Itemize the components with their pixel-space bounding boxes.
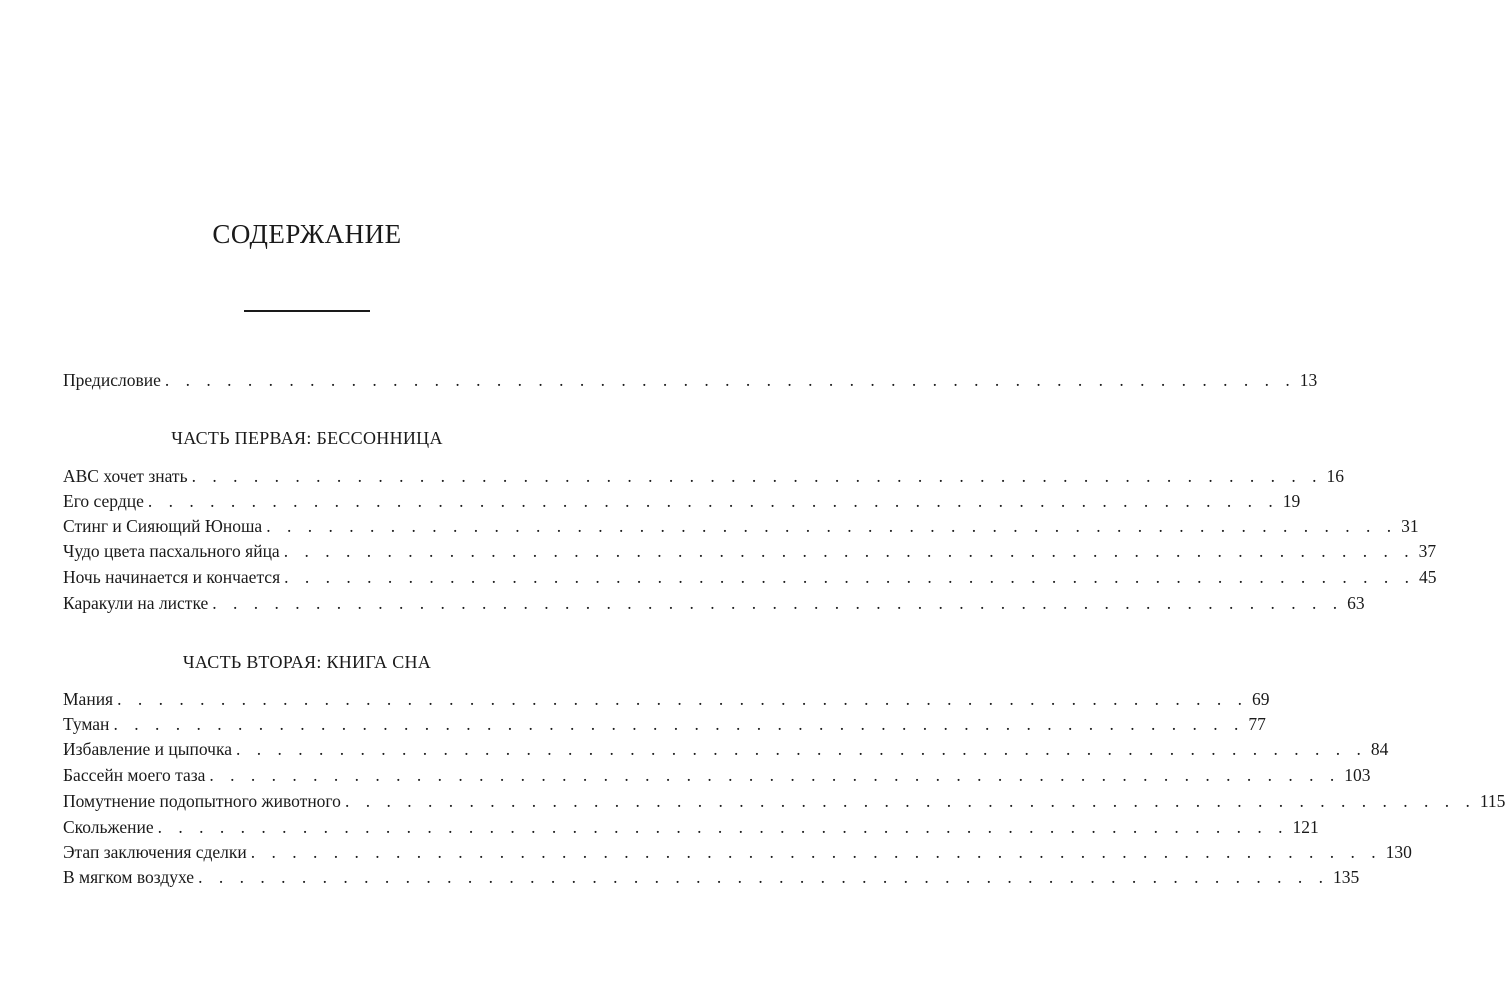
toc-entry-page: 13 bbox=[1299, 370, 1318, 390]
dot-leader: . . . . . . . . . . . . . . . . . . . . . . . . . . . . . . . . . . . . . . . . . . . . . . . . . . . . . . . bbox=[283, 541, 1415, 561]
toc-entry[interactable] bbox=[63, 790, 1505, 812]
toc-entry[interactable] bbox=[63, 566, 1437, 588]
toc-entry[interactable] bbox=[63, 764, 1371, 786]
toc-entry[interactable] bbox=[63, 816, 1319, 838]
toc-entry-page: 77 bbox=[1248, 714, 1266, 734]
toc-entry-label: ABC хочет знать bbox=[63, 466, 188, 486]
toc-entry-page: 115 bbox=[1479, 791, 1505, 811]
dot-leader: . . . . . . . . . . . . . . . . . . . . . . . . . . . . . . . . . . . . . . . . . . . . . . . . . . . . . . . bbox=[198, 867, 1329, 887]
toc-entry[interactable] bbox=[63, 540, 1437, 562]
toc-entry-page: 69 bbox=[1251, 689, 1270, 709]
toc-entry-label: Мания bbox=[63, 689, 114, 709]
toc-entry-label: Скольжение bbox=[63, 817, 154, 837]
toc-entry-page: 121 bbox=[1292, 817, 1319, 837]
toc-entry-label: В мягком воздухе bbox=[63, 867, 195, 887]
toc-entry[interactable] bbox=[63, 515, 1419, 537]
dot-leader: . . . . . . . . . . . . . . . . . . . . . . . . . . . . . . . . . . . . . . . . . . . . . . . . . . . . . . . bbox=[344, 791, 1476, 811]
toc-entry-page: 37 bbox=[1418, 541, 1437, 561]
dot-leader: . . . . . . . . . . . . . . . . . . . . . . . . . . . . . . . . . . . . . . . . . . . . . . . . . . . . . . . bbox=[157, 817, 1289, 837]
dot-leader: . . . . . . . . . . . . . . . . . . . . . . . . . . . . . . . . . . . . . . . . . . . . . . . . . . . . . . . bbox=[113, 714, 1245, 734]
toc-entry-page: 84 bbox=[1370, 739, 1389, 759]
toc-entry-label: Его сердце bbox=[63, 491, 144, 511]
toc-entry-page: 63 bbox=[1347, 593, 1365, 613]
toc-entry[interactable] bbox=[63, 866, 1360, 888]
toc-entry[interactable] bbox=[63, 465, 1344, 487]
toc-entry-label: Туман bbox=[63, 714, 110, 734]
dot-leader: . . . . . . . . . . . . . . . . . . . . . . . . . . . . . . . . . . . . . . . . . . . . . . . . . . . . . . . bbox=[147, 491, 1279, 511]
dot-leader: . . . . . . . . . . . . . . . . . . . . . . . . . . . . . . . . . . . . . . . . . . . . . . . . . . . . . . . bbox=[235, 739, 1367, 759]
toc-entry-label: Чудо цвета пасхального яйца bbox=[63, 541, 280, 561]
dot-leader: . . . . . . . . . . . . . . . . . . . . . . . . . . . . . . . . . . . . . . . . . . . . . . . . . . . . . . . bbox=[209, 765, 1341, 785]
toc-entry-page: 31 bbox=[1401, 516, 1419, 536]
toc-entry-page: 19 bbox=[1282, 491, 1301, 511]
toc-entry-label: Каракули на листке bbox=[63, 593, 209, 613]
page-title: СОДЕРЖАНИЕ bbox=[212, 219, 402, 249]
dot-leader: . . . . . . . . . . . . . . . . . . . . . . . . . . . . . . . . . . . . . . . . . . . . . . . . . . . . . . . bbox=[117, 689, 1248, 709]
toc-entry-page: 45 bbox=[1419, 567, 1437, 587]
dot-leader: . . . . . . . . . . . . . . . . . . . . . . . . . . . . . . . . . . . . . . . . . . . . . . . . . . . . . . . bbox=[212, 593, 1344, 613]
toc-entry-label: Помутнение подопытного животного bbox=[63, 791, 341, 811]
toc-entry-label: Бассейн моего таза bbox=[63, 765, 206, 785]
dot-leader: . . . . . . . . . . . . . . . . . . . . . . . . . . . . . . . . . . . . . . . . . . . . . . . . . . . . . . . bbox=[284, 567, 1416, 587]
part-one-heading: ЧАСТЬ ПЕРВАЯ: БЕССОННИЦА bbox=[171, 428, 443, 448]
toc-entry[interactable] bbox=[63, 490, 1301, 512]
toc-entry[interactable] bbox=[63, 688, 1270, 710]
toc-entry[interactable] bbox=[63, 841, 1412, 863]
toc-entry-label: Ночь начинается и кончается bbox=[63, 567, 281, 587]
toc-entry-page: 130 bbox=[1385, 842, 1412, 862]
dot-leader: . . . . . . . . . . . . . . . . . . . . . . . . . . . . . . . . . . . . . . . . . . . . . . . . . . . . . . . bbox=[266, 516, 1398, 536]
toc-entry-page: 103 bbox=[1344, 765, 1371, 785]
toc-entry-preface[interactable] bbox=[63, 369, 1318, 391]
toc-entry[interactable] bbox=[63, 592, 1365, 614]
toc-entry-label: Избавление и цыпочка bbox=[63, 739, 232, 759]
dot-leader: . . . . . . . . . . . . . . . . . . . . . . . . . . . . . . . . . . . . . . . . . . . . . . . . . . . . . . . bbox=[164, 370, 1296, 390]
dot-leader: . . . . . . . . . . . . . . . . . . . . . . . . . . . . . . . . . . . . . . . . . . . . . . . . . . . . . . . bbox=[191, 466, 1323, 486]
toc-entry-label: Предисловие bbox=[63, 370, 161, 390]
title-divider bbox=[244, 310, 370, 312]
toc-entry[interactable] bbox=[63, 713, 1266, 735]
toc-entry-label: Стинг и Сияющий Юноша bbox=[63, 516, 263, 536]
toc-entry-page: 16 bbox=[1326, 466, 1344, 486]
dot-leader: . . . . . . . . . . . . . . . . . . . . . . . . . . . . . . . . . . . . . . . . . . . . . . . . . . . . . . . bbox=[250, 842, 1382, 862]
part-two-heading: ЧАСТЬ ВТОРАЯ: КНИГА СНА bbox=[182, 652, 432, 672]
toc-entry[interactable] bbox=[63, 738, 1389, 760]
toc-entry-label: Этап заключения сделки bbox=[63, 842, 247, 862]
toc-entry-page: 135 bbox=[1332, 867, 1360, 887]
